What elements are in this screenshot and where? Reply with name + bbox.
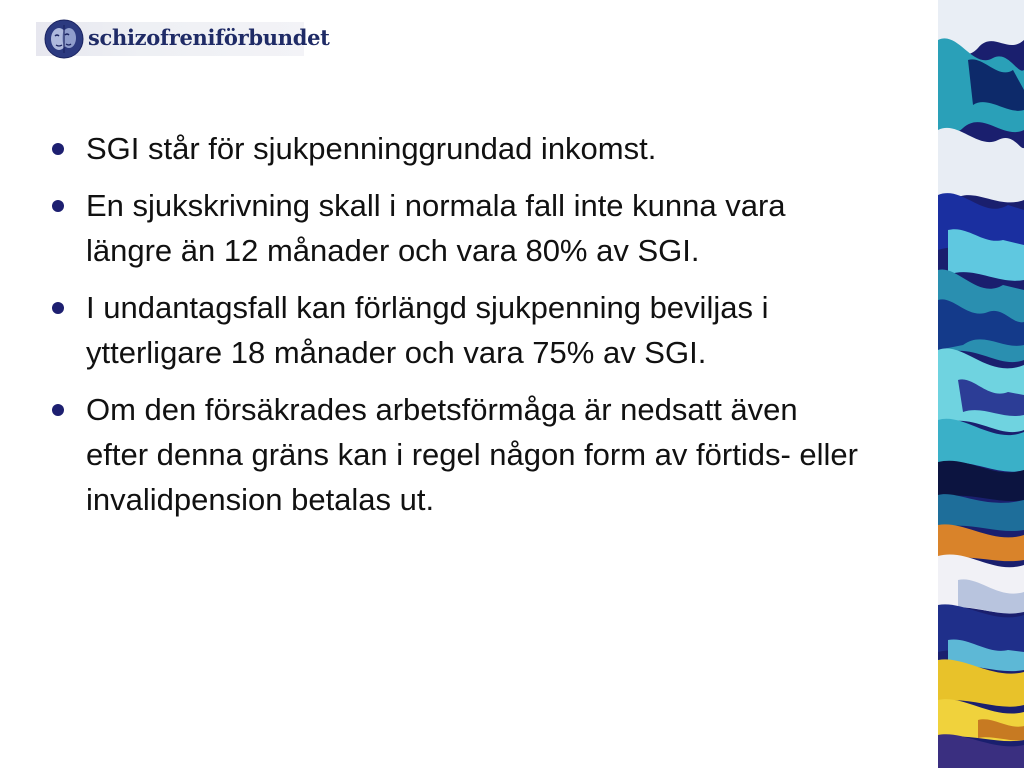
bullet-text: En sjukskrivning skall i normala fall inte kunna vara längre än 12 månader och vara 80% av SGI.: [86, 188, 786, 268]
bullet-item: [48, 183, 868, 273]
bullet-item: [48, 126, 868, 171]
bullet-dot-icon: [52, 143, 64, 155]
bullet-list: [48, 126, 868, 522]
bullet-dot-icon: [52, 200, 64, 212]
bullet-dot-icon: [52, 302, 64, 314]
bullet-item: [48, 387, 868, 522]
logo: [36, 14, 330, 64]
bullet-text: I undantagsfall kan förlängd sjukpenning beviljas i ytterligare 18 månader och vara 75% av SGI.: [86, 290, 769, 370]
bullet-item: [48, 285, 868, 375]
painting-strip: [938, 0, 1024, 768]
bullet-text: Om den försäkrades arbetsförmåga är nedsatt även efter denna gräns kan i regel någon form av förtids- eller invalidpension betalas ut.: [86, 392, 858, 517]
logo-text: schizofreniförbundet: [88, 25, 330, 50]
bullet-text: SGI står för sjukpenninggrundad inkomst.: [86, 131, 657, 166]
bullet-dot-icon: [52, 404, 64, 416]
faces-emblem-icon: [44, 19, 84, 59]
content-area: [48, 126, 868, 534]
